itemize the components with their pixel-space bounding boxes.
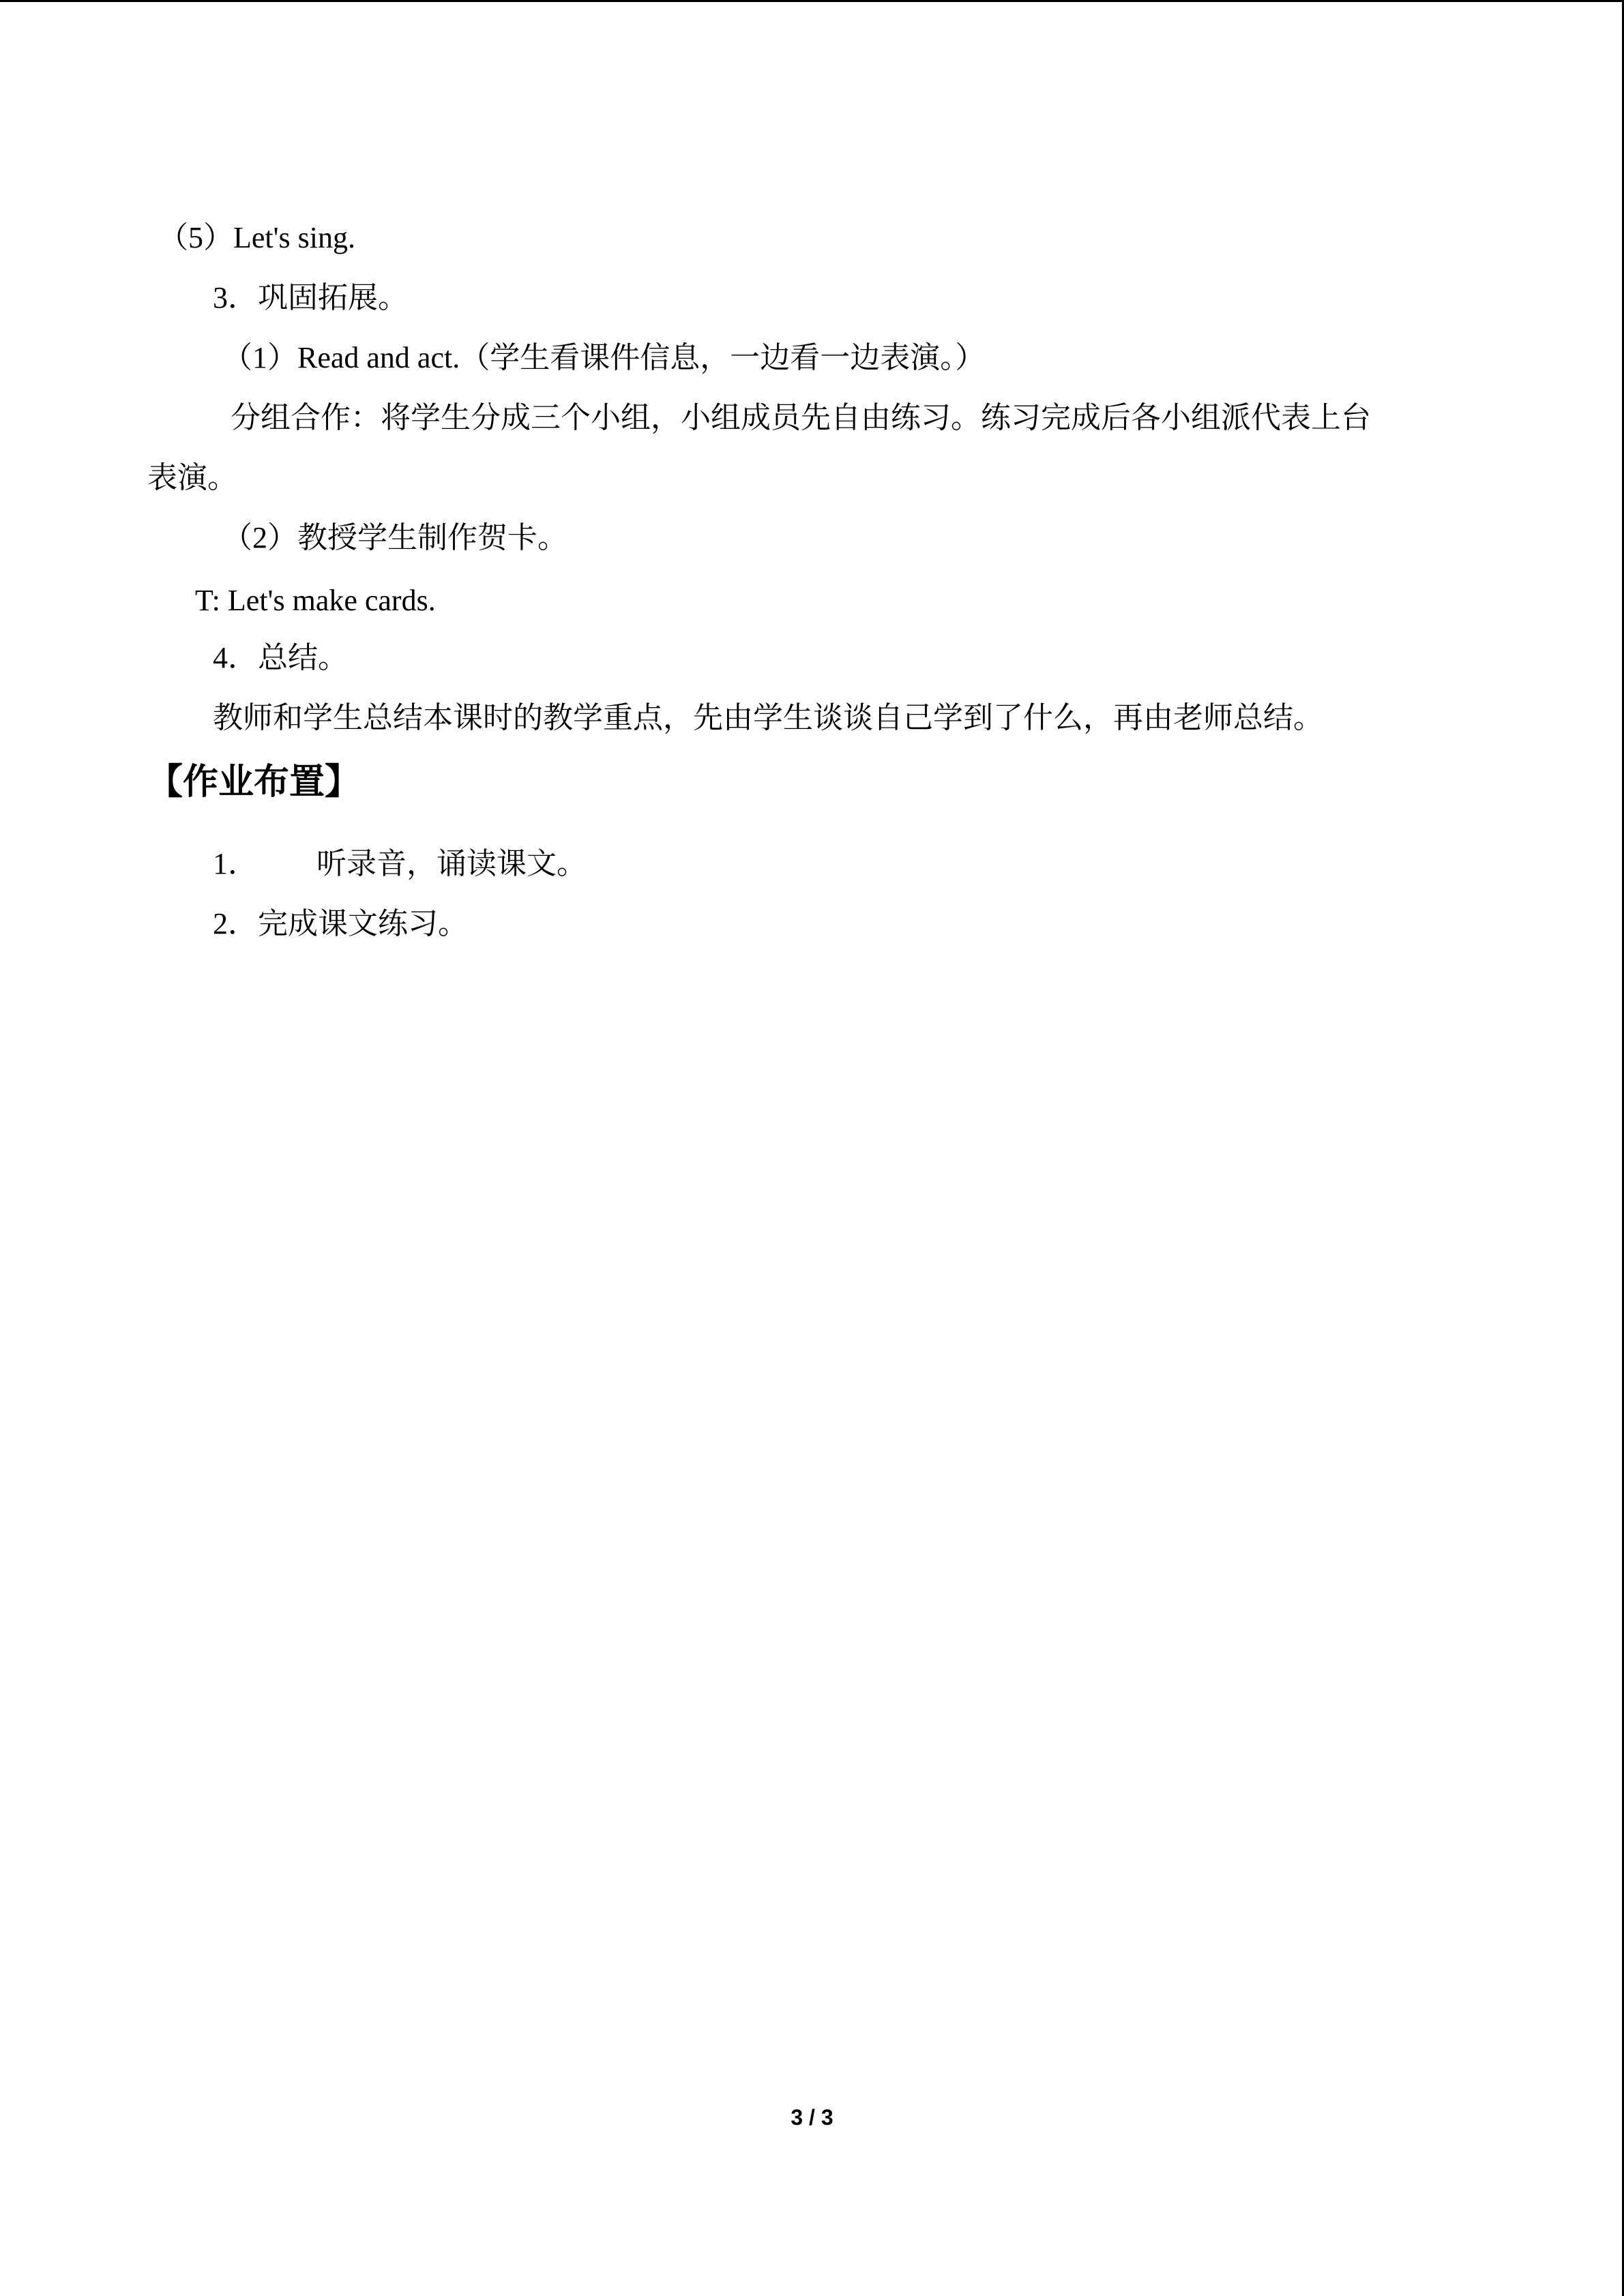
page-number: 3 / 3 bbox=[791, 2105, 833, 2130]
homework-item-1-text: 听录音，诵读课文。 bbox=[316, 847, 587, 880]
step-group-work-line2: 表演。 bbox=[147, 461, 237, 494]
homework-item-2: 2．完成课文练习。 bbox=[213, 907, 468, 940]
step-summary-text: 教师和学生总结本课时的教学重点，先由学生谈谈自己学到了什么，再由老师总结。 bbox=[213, 701, 1323, 734]
step-consolidate-title: 3．巩固拓展。 bbox=[213, 281, 408, 314]
step-summary-title: 4．总结。 bbox=[213, 641, 348, 674]
homework-heading: 【作业布置】 bbox=[147, 762, 361, 803]
homework-item-1 bbox=[213, 849, 587, 879]
step-read-act: （1）Read and act.（学生看课件信息，一边看一边表演。） bbox=[222, 341, 986, 374]
homework-item-1-number: 1． bbox=[213, 847, 258, 880]
step-sing: （5）Let's sing. bbox=[158, 221, 356, 254]
step-make-cards: （2）教授学生制作贺卡。 bbox=[222, 521, 567, 554]
step-group-work-line1: 分组合作：将学生分成三个小组，小组成员先自由练习。练习完成后各小组派代表上台 bbox=[231, 401, 1371, 434]
step-teacher-line: T: Let's make cards. bbox=[195, 584, 436, 617]
